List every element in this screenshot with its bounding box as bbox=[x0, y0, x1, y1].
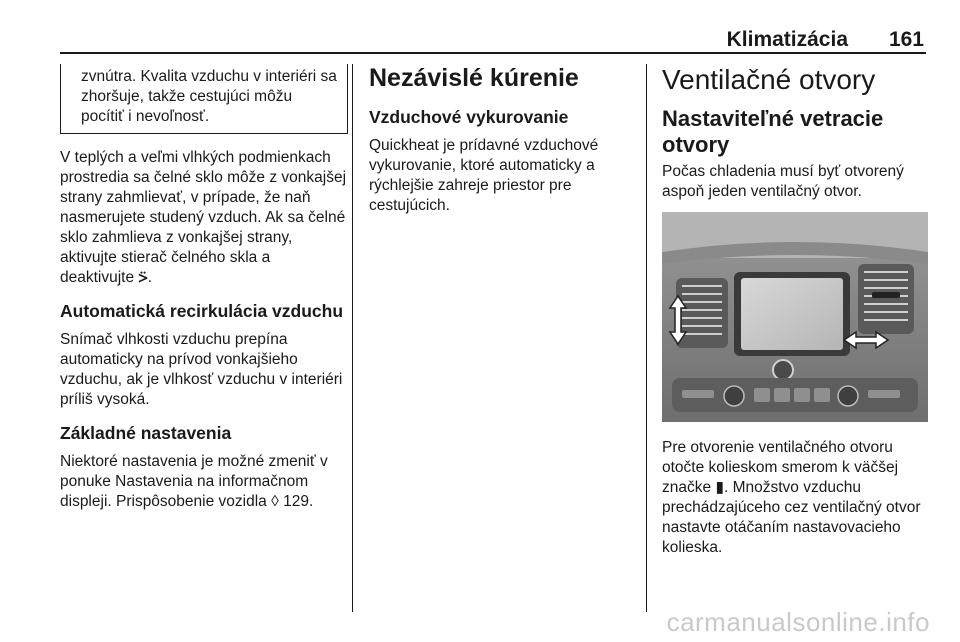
paragraph-text: . Množstvo vzduchu prechádzajúceho cez ventilačný otvor nastavte otáčaním nastavovacieho kolieska. bbox=[662, 479, 921, 556]
vent-photo bbox=[662, 212, 928, 422]
column-divider bbox=[352, 64, 353, 612]
column-left bbox=[60, 64, 348, 524]
page-header bbox=[60, 26, 926, 54]
column-right bbox=[662, 64, 928, 570]
paragraph-text: Niektoré nastavenia je možné zmeniť v ponuke Nastavenia na informačnom displeji. Prispôsobenie vozidla bbox=[60, 453, 328, 510]
section-heading: Nastaviteľné vetracie otvory bbox=[662, 106, 884, 157]
paragraph: Snímač vlhkosti vzduchu prepína automaticky na prívod vonkajšieho vzduchu, ak je vlhkosť vzduchu v interiéri príliš vysoká. bbox=[60, 331, 343, 408]
section-heading: Automatická recirkulácia vzduchu bbox=[60, 301, 344, 321]
header-title: Klimatizácia bbox=[726, 28, 848, 51]
paragraph: Počas chladenia musí byť otvorený aspoň jeden ventilačný otvor. bbox=[662, 163, 904, 200]
watermark: carmanualsonline.info bbox=[666, 607, 930, 637]
chapter-heading: Ventilačné otvory bbox=[662, 64, 876, 95]
column-divider bbox=[646, 64, 647, 612]
paragraph-text: V teplých a veľmi vlhkých podmienkach prostredia sa čelné sklo môže z vonkajšej strany zahmlievať, v prípade, že naň nasmerujete studený vzduch. Ak sa čelné sklo zahmlieva z vonkajšej strany, aktivujte stierač čelného skla a deaktivujte bbox=[60, 149, 347, 286]
paragraph bbox=[60, 148, 348, 288]
section-heading: Základné nastavenia bbox=[60, 423, 232, 443]
page-number: 161 bbox=[888, 28, 924, 51]
paragraph: Quickheat je prídavné vzduchové vykurovanie, ktoré automaticky a rýchlejšie zahreje priestor pre cestujúcich. bbox=[369, 137, 599, 214]
chapter-heading: Nezávislé kúrenie bbox=[369, 64, 579, 92]
open-mark-icon: ▮ bbox=[715, 479, 724, 496]
paragraph bbox=[662, 438, 928, 558]
paragraph bbox=[60, 452, 348, 512]
paragraph-end: . bbox=[147, 269, 153, 286]
column-middle bbox=[369, 64, 639, 228]
page-reference: 129. bbox=[283, 493, 314, 510]
paragraph-text: Pre otvorenie ventilačného otvoru otočte kolieskom smerom k väčšej značke bbox=[662, 439, 899, 496]
section-heading: Vzduchové vykurovanie bbox=[369, 107, 569, 127]
recirculation-icon: ⍩ bbox=[138, 269, 148, 286]
page-reference-icon: ◊ bbox=[271, 493, 279, 510]
continued-note-box: zvnútra. Kvalita vzduchu v interiéri sa zhoršuje, takže cestujúci môžu pocítiť i nevoľnosť. bbox=[60, 64, 348, 134]
